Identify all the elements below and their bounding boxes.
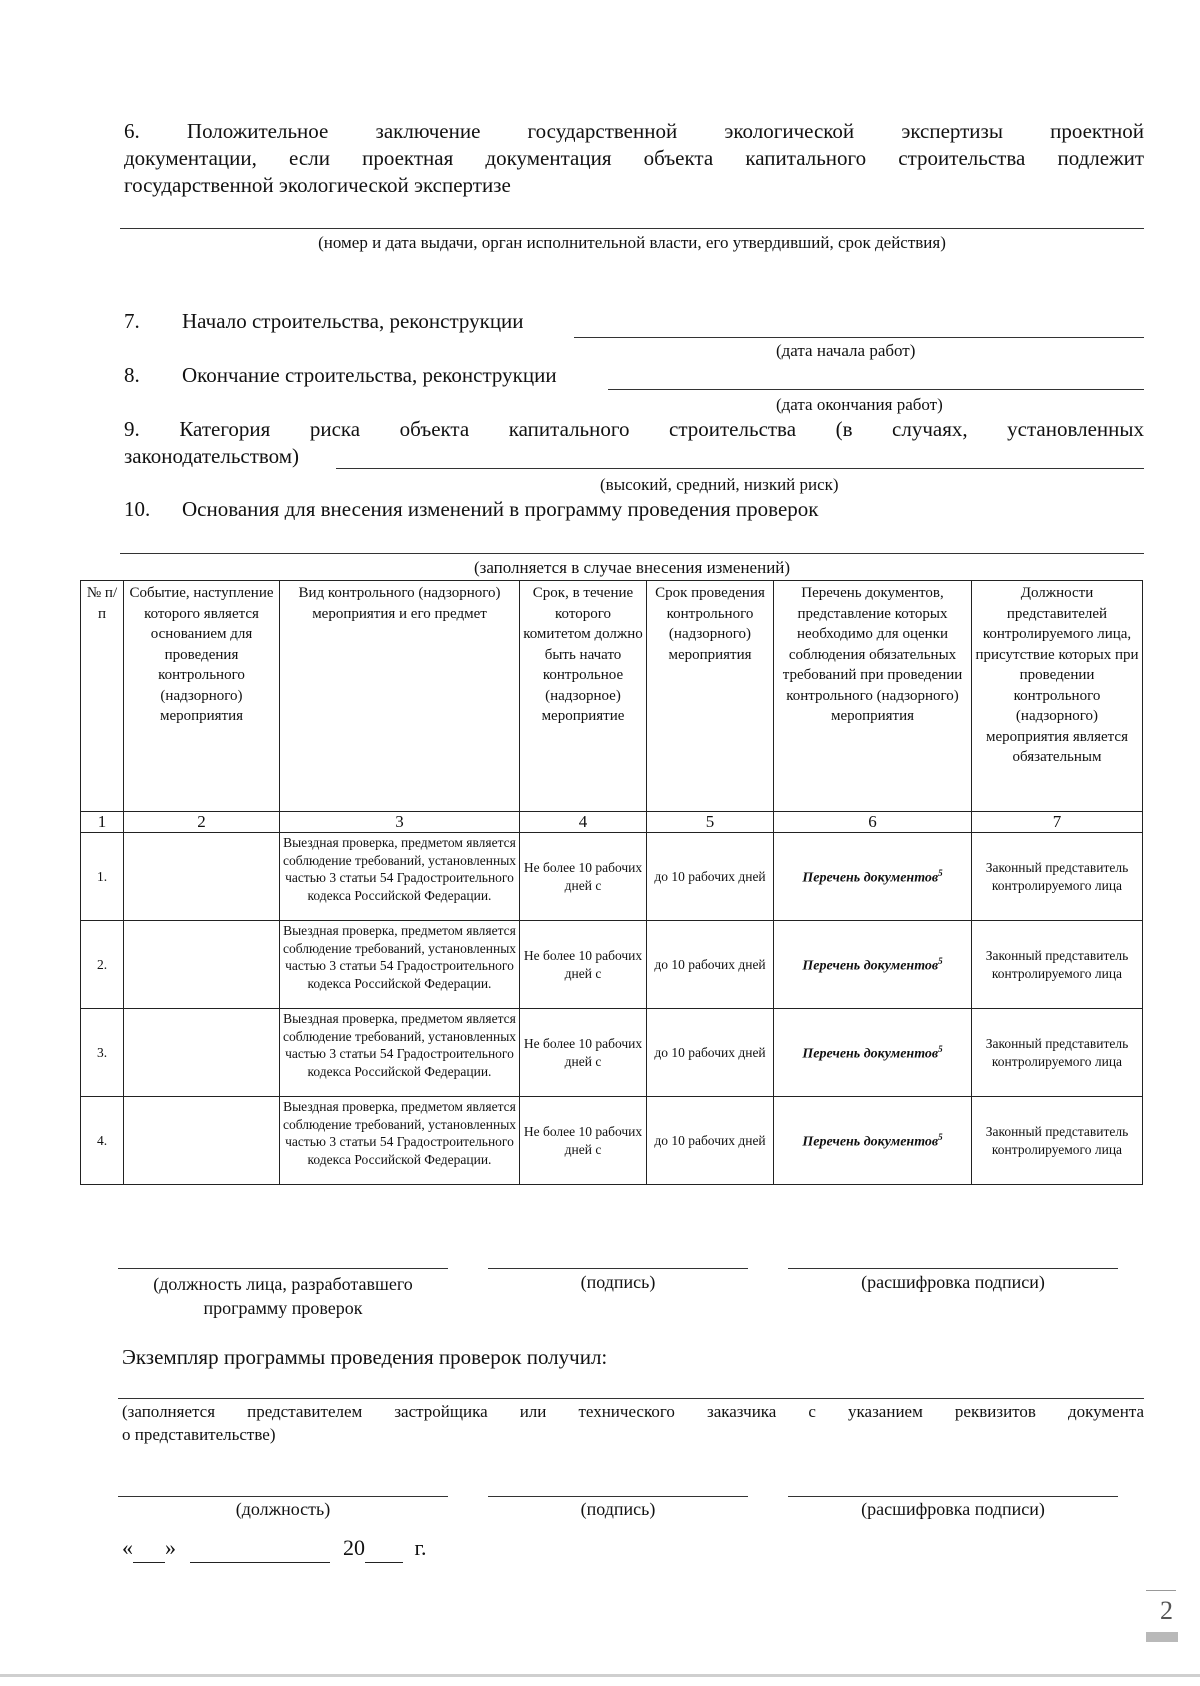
row-duration: до 10 рабочих дней: [647, 833, 774, 921]
received-label: Экземпляр программы проведения проверок получил:: [122, 1345, 608, 1369]
received-fill-line: [118, 1398, 1144, 1399]
column-number: 6: [774, 812, 972, 833]
item7-label: Начало строительства, реконструкции: [182, 309, 524, 333]
item7-caption: (дата начала работ): [776, 341, 916, 360]
received-caption-line2: о представительстве): [122, 1425, 276, 1444]
footnote-ref: 5: [938, 1132, 943, 1143]
item6-line1: [124, 118, 1144, 145]
row-number: 4.: [81, 1097, 124, 1185]
column-number: 5: [647, 812, 774, 833]
table-row: [81, 1009, 1143, 1097]
row-persons: Законный представитель контролируемого лица: [972, 1097, 1143, 1185]
item10: [124, 496, 818, 523]
recipient-signature-line: [488, 1496, 748, 1497]
year-blank: [365, 1534, 403, 1563]
row-documents-label: Перечень документов: [802, 1135, 939, 1151]
column-number: 3: [280, 812, 520, 833]
item8-number: 8.: [124, 363, 140, 387]
row-kind: Выездная проверка, предметом является соблюдение требований, установленных частью 3 статьи 54 Градостроительного кодекса Российской Федерации.: [280, 833, 520, 921]
item6-fill-line: [120, 228, 1144, 229]
developer-position-line: [118, 1268, 448, 1269]
developer-transcript-line: [788, 1268, 1118, 1269]
item6-text-line2: документации, если проектная документация объекта капитального строительства подлежит: [124, 146, 1144, 170]
item8-caption: (дата окончания работ): [776, 395, 943, 414]
day-blank: [133, 1534, 165, 1563]
item9-text-line2: законодательством): [124, 444, 300, 468]
item8: [124, 362, 557, 389]
row-number: 1.: [81, 833, 124, 921]
row-persons: Законный представитель контролируемого лица: [972, 1009, 1143, 1097]
item10-fill-line: [120, 553, 1144, 554]
item8-label: Окончание строительства, реконструкции: [182, 363, 557, 387]
header-documents: Перечень документов, представление которых необходимо для оценки соблюдения обязательных требований при проведении контрольного (надзорного) мероприятия: [774, 581, 972, 812]
table-row: [81, 921, 1143, 1009]
item6-number: 6.: [124, 119, 140, 143]
date-close-quote: »: [165, 1535, 176, 1560]
item6-text-line3: государственной экологической экспертизе: [124, 173, 511, 197]
year-suffix: г.: [414, 1535, 427, 1560]
item6-caption: (номер и дата выдачи, орган исполнительной власти, его утвердивший, срок действия): [318, 233, 946, 252]
recipient-position-caption: (должность): [235, 1499, 331, 1519]
row-number: 2.: [81, 921, 124, 1009]
column-number: 2: [124, 812, 280, 833]
month-blank: [190, 1534, 330, 1563]
item7-fill-line: [574, 337, 1144, 338]
row-event: [124, 833, 280, 921]
row-persons: Законный представитель контролируемого лица: [972, 921, 1143, 1009]
footnote-ref: 5: [938, 868, 943, 879]
item9-caption: (высокий, средний, низкий риск): [600, 475, 839, 494]
footnote-ref: 5: [938, 1044, 943, 1055]
date-open-quote: «: [122, 1535, 133, 1560]
item6-text-line1: Положительное заключение государственной экологической экспертизы проектной: [186, 119, 1144, 143]
header-event: Событие, наступление которого является основанием для проведения контрольного (надзорного) мероприятия: [124, 581, 280, 812]
column-number: 4: [520, 812, 647, 833]
developer-signature-caption: (подпись): [580, 1272, 656, 1292]
row-duration: до 10 рабочих дней: [647, 921, 774, 1009]
header-number: № п/п: [81, 581, 124, 812]
row-kind: Выездная проверка, предметом является соблюдение требований, установленных частью 3 статьи 54 Градостроительного кодекса Российской Федерации.: [280, 1009, 520, 1097]
item10-caption: (заполняется в случае внесения изменений): [473, 558, 791, 577]
row-documents: [774, 1097, 972, 1185]
item8-fill-line: [608, 389, 1144, 390]
year-prefix: 20: [343, 1535, 365, 1560]
row-start-term: Не более 10 рабочих дней с: [520, 1097, 647, 1185]
row-kind: Выездная проверка, предметом является соблюдение требований, установленных частью 3 статьи 54 Градостроительного кодекса Российской Федерации.: [280, 1097, 520, 1185]
recipient-transcript-caption: (расшифровка подписи): [861, 1499, 1045, 1519]
row-number: 3.: [81, 1009, 124, 1097]
item7: [124, 308, 524, 335]
row-duration: до 10 рабочих дней: [647, 1009, 774, 1097]
row-documents: [774, 921, 972, 1009]
page-mark: [1146, 1632, 1178, 1642]
developer-position-caption: (должность лица, разработавшего программу проверок: [153, 1274, 413, 1318]
date-line: [122, 1534, 427, 1563]
row-documents-label: Перечень документов: [802, 871, 939, 887]
header-kind: Вид контрольного (надзорного) мероприятия и его предмет: [280, 581, 520, 812]
column-number-row: [81, 812, 1143, 833]
page-number: 2: [1160, 1596, 1173, 1625]
header-start-term: Срок, в течение которого комитетом должно быть начато контрольное (надзорное) мероприятие: [520, 581, 647, 812]
row-documents: [774, 833, 972, 921]
item9-number: 9.: [124, 417, 140, 441]
item9-line1: [124, 416, 1144, 443]
inspection-program-table: [80, 580, 1143, 1185]
table-header-row: [81, 581, 1143, 812]
column-number: 7: [972, 812, 1143, 833]
row-kind: Выездная проверка, предметом является соблюдение требований, установленных частью 3 статьи 54 Градостроительного кодекса Российской Федерации.: [280, 921, 520, 1009]
item10-label: Основания для внесения изменений в программу проведения проверок: [182, 497, 819, 521]
recipient-transcript-line: [788, 1496, 1118, 1497]
table-row: [81, 833, 1143, 921]
recipient-position-line: [118, 1496, 448, 1497]
item7-number: 7.: [124, 309, 140, 333]
item10-number: 10.: [124, 497, 151, 521]
row-start-term: Не более 10 рабочих дней с: [520, 921, 647, 1009]
received-caption-line1: (заполняется представителем застройщика или технического заказчика с указанием реквизитов документа: [122, 1402, 1144, 1421]
developer-signature-line: [488, 1268, 748, 1269]
row-start-term: Не более 10 рабочих дней с: [520, 833, 647, 921]
row-documents-label: Перечень документов: [802, 959, 939, 975]
row-event: [124, 921, 280, 1009]
recipient-signature-caption: (подпись): [580, 1499, 656, 1519]
row-persons: Законный представитель контролируемого лица: [972, 833, 1143, 921]
header-duration: Срок проведения контрольного (надзорного) мероприятия: [647, 581, 774, 812]
footnote-ref: 5: [938, 956, 943, 967]
developer-transcript-caption: (расшифровка подписи): [861, 1272, 1045, 1292]
row-event: [124, 1097, 280, 1185]
page-bottom-edge: [0, 1674, 1200, 1677]
item9-fill-line: [336, 468, 1144, 469]
page-number-rule: [1146, 1590, 1176, 1591]
row-start-term: Не более 10 рабочих дней с: [520, 1009, 647, 1097]
header-persons: Должности представителей контролируемого лица, присутствие которых при проведении контрольного (надзорного) мероприятия является обязательным: [972, 581, 1143, 812]
item9-text-line1: Категория риска объекта капитального строительства (в случаях, установленных: [179, 417, 1145, 441]
column-number: 1: [81, 812, 124, 833]
row-documents: [774, 1009, 972, 1097]
row-documents-label: Перечень документов: [802, 1047, 939, 1063]
row-duration: до 10 рабочих дней: [647, 1097, 774, 1185]
row-event: [124, 1009, 280, 1097]
table-row: [81, 1097, 1143, 1185]
